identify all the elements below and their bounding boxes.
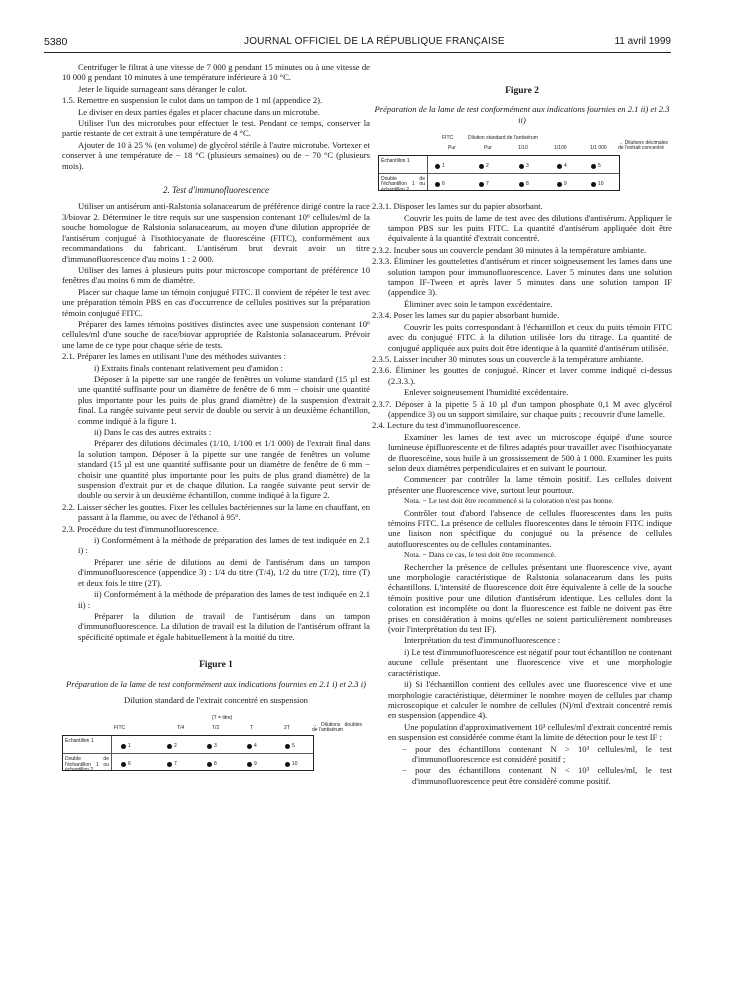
figure-1-slide	[62, 713, 370, 771]
paragraph: Placer sur chaque lame un témoin conjugué FITC. Il convient de répéter le test avec une préparation témoin PBS en cas d'occurrence de cellules positives sur la préparation témoin conjugué FITC.	[62, 286, 370, 318]
slide-row	[379, 173, 619, 191]
well	[479, 161, 489, 172]
well	[519, 179, 529, 190]
section-2-4: 2.4. Lecture du test d'immunofluorescence.	[372, 420, 521, 431]
dilution-note: → Dilutions doubles de l'antisérum	[312, 722, 362, 734]
slide-outline	[378, 155, 620, 191]
well-dot	[479, 164, 484, 169]
row-label: Échantillon 1	[65, 738, 94, 745]
slide-outline	[62, 735, 314, 771]
well-number: 7	[174, 761, 177, 768]
well-dot	[207, 762, 212, 767]
well	[285, 741, 295, 752]
well	[207, 759, 217, 770]
well-dot	[247, 762, 252, 767]
column-head: FITC	[114, 725, 126, 732]
paragraph: Jeter le liquide surnageant sans déranger le culot.	[78, 83, 247, 94]
paragraph: Centrifuger le filtrat à une vitesse de 7 000 g pendant 15 minutes ou à une vitesse de 10 000 g pendant 10 minutes à une température inférieure à 10 °C.	[62, 62, 370, 83]
paragraph: Ajouter de 10 à 25 % (en volume) de glycérol stérile à l'autre microtube. Vortexer et conserver à une température de − 18 °C (plusieurs semaines) ou de − 70 °C (plusieurs mois).	[62, 139, 370, 171]
paragraph: Préparer la dilution de travail de l'antisérum dans un tampon d'immunofluorescence. La dilution de travail est la dilution de l'antisérum offrant la spécificité optimale et égale habituellement à la moitié du titre.	[78, 610, 370, 642]
note: Nota. − Dans ce cas, le test doit être recommencé.	[404, 550, 556, 560]
well-dot	[557, 182, 562, 187]
well-dot	[121, 762, 126, 767]
well-dot	[285, 762, 290, 767]
column-head: Dilution standard de l'antisérum	[468, 135, 538, 142]
paragraph: Examiner les lames de test avec un microscope équipé d'une source lumineuse épifluorescente et de filtres adaptés pour travailler avec l'isothiocyanate de fluorescéine, sous huile à un grossissement de 500 à 1 000. Examiner les puits selon deux diamètres perpendiculaires et en suivant le pourtour.	[388, 431, 672, 473]
section-2-3-3: 2.3.3. Éliminer les gouttelettes d'antisérum et rincer soigneusement les lames dans une solution tampon pour immunofluorescence. Laver 5 minutes dans une solution tampon IF-Tween et après laver 5 minutes dans une solution tampon IF (appendice 3).	[372, 256, 672, 298]
figure-1-caption: Préparation de la lame de test conformément aux indications fournies en 2.1 i) et 2.3 i)	[65, 678, 366, 689]
well-number: 3	[214, 743, 217, 750]
slide-row	[379, 156, 619, 173]
column-head: FITC	[442, 135, 454, 142]
well	[479, 179, 489, 190]
well	[591, 161, 601, 172]
paragraph: Couvrir les puits de lame de test avec des dilutions d'antisérum. Appliquer le tampon PBS sur les puits FITC. La quantité d'antisérum appliquée doit être équivalente à la quantité d'extrait concentré.	[388, 212, 672, 244]
well-number: 9	[564, 181, 567, 188]
well-dot	[479, 182, 484, 187]
well-number: 1	[442, 163, 445, 170]
titre-note: (T = titre)	[212, 715, 233, 722]
well	[435, 161, 445, 172]
paragraph: Utiliser des lames à plusieurs puits pour microscope comportant de préférence 10 fenêtres d'au moins 6 mm de diamètre.	[62, 264, 370, 286]
well-dot	[121, 744, 126, 749]
well	[591, 179, 604, 190]
well	[557, 161, 567, 172]
well-number: 7	[486, 181, 489, 188]
well-number: 8	[526, 181, 529, 188]
well-number: 2	[486, 163, 489, 170]
well-number: 5	[292, 743, 295, 750]
well	[167, 759, 177, 770]
paragraph: Une population d'approximativement 10³ cellules/ml d'extrait concentré remis en suspension est considérée comme étant la limite de détection pour le test IF :	[388, 721, 672, 743]
well	[557, 179, 567, 190]
column-head: T/2	[212, 725, 220, 732]
paragraph: Préparer des lames témoins positives distinctes avec une suspension contenant 10⁶ cellules/ml d'une souche de race/biovar appropriée de Ralstonia solanacearum. Prévoir une lame de ce type pour chaque série de tests.	[62, 318, 370, 350]
right-column	[372, 62, 672, 787]
well-dot	[167, 762, 172, 767]
list-item: − pour des échantillons contenant N < 10³ cellules/ml, le test d'immunofluorescence peut être considéré comme positif.	[402, 765, 672, 786]
paragraph: ii) Si l'échantillon contient des cellules avec une fluorescence vive et une morphologie caractéristique, déterminer le nombre moyen de cellules par champ microscopique et calculer le nombre de cellules (N)/ml d'extrait concentré remis en suspension (appendice 4).	[388, 679, 672, 721]
paragraph: Préparer des dilutions décimales (1/10, 1/100 et 1/1 000) de l'extrait final dans la solution tampon. Déposer à la pipette sur une rangée de fenêtres un volume standard (15 µl est une quantité suffisante pour un diamètre de fenêtre de 6 mm − choisir une quantité plus importante pour les puits de plus grand diamètre) de la suspension d'extrait pur et de chaque dilution. La rangée suivante peut servir de double ou servir à un deuxième échantillon, comme indiqué à la figure 2.	[78, 438, 370, 501]
slide-row	[63, 753, 313, 771]
figure-2-caption: Préparation de la lame de test conformément aux indications fournies en 2.1 ii) et 2.3 ii)	[374, 104, 670, 125]
section-2-3-5: 2.3.5. Laisser incuber 30 minutes sous un couvercle à la température ambiante.	[372, 353, 644, 364]
figure-1-subcaption: Dilution standard de l'extrait concentré en suspension	[124, 694, 308, 705]
note: Nota. − Le test doit être recommencé si la coloration n'est pas bonne.	[404, 496, 614, 506]
well-number: 10	[598, 181, 604, 188]
well-dot	[519, 164, 524, 169]
well-dot	[207, 744, 212, 749]
section-1-5: 1.5. Remettre en suspension le culot dans un tampon de 1 ml (appendice 2).	[62, 95, 323, 106]
row-label: Échantillon 1	[381, 158, 410, 165]
well-dot	[557, 164, 562, 169]
well	[207, 741, 217, 752]
interpretation-title: Interprétation du test d'immunofluorescence :	[404, 635, 561, 646]
well-dot	[591, 182, 596, 187]
column-head: T	[250, 725, 254, 732]
section-2-3-1: 2.3.1. Disposer les lames sur du papier absorbant.	[372, 201, 543, 212]
dilution-note: → Dilutions décimales de l'extrait concentré	[618, 140, 668, 152]
sub-item: i) Conformément à la méthode de préparation des lames de test indiquée en 2.1 i) :	[78, 535, 370, 556]
well-number: 9	[254, 761, 257, 768]
figure-2-title: Figure 2	[505, 86, 539, 96]
paragraph: Déposer à la pipette sur une rangée de fenêtres un volume standard (15 µl est une quantité suffisante pour un diamètre de fenêtre de 6 mm − choisir une quantité plus importante pour les puits de plus grand diamètre) de la suspension d'extrait final. La rangée suivante peut servir de double ou servir à un deuxième échantillon, comme indiqué à la figure 1.	[78, 373, 370, 426]
column-head: 1/10	[518, 145, 528, 152]
section-2-3-4: 2.3.4. Poser les lames sur du papier absorbant humide.	[372, 310, 560, 321]
well	[121, 759, 131, 770]
well-number: 4	[254, 743, 257, 750]
paragraph: Éliminer avec soin le tampon excédentaire.	[404, 298, 553, 309]
well-number: 6	[442, 181, 445, 188]
slide-row	[63, 736, 313, 753]
header-rule	[44, 52, 671, 53]
row-label: Double de l'échantillon 1 ou échantillon 2	[65, 756, 109, 773]
well	[121, 741, 131, 752]
figure-2-slide	[378, 133, 672, 191]
paragraph: Rechercher la présence de cellules présentant une fluorescence vive, ayant une morphologie caractéristique de Ralstonia solanacearum dans les puits échantillons. L'intensité de fluorescence doit être équivalente à celle de la souche témoin positive pour une dilution d'antisérum identique. Les cellules dont la coloration est incomplète ou dont la fluorescence est faible ne doivent pas être prises en considération à moins qu'elles ne soient particulièrement nombreuses (voir l'interprétation du test IF).	[388, 561, 672, 635]
well-number: 5	[598, 163, 601, 170]
well	[247, 759, 257, 770]
section-2-3-6: 2.3.6. Éliminer les gouttes de conjugué. Rincer et laver comme indiqué ci-dessus (2.3.3.).	[372, 365, 672, 386]
section-2-3-7: 2.3.7. Déposer à la pipette 5 à 10 µl d'un tampon phosphate 0,1 M avec glycérol (appendice 3) ou un support similaire, sur chaque puits ; recouvrir d'une lamelle.	[372, 398, 672, 419]
well	[285, 759, 298, 770]
well-number: 10	[292, 761, 298, 768]
well-dot	[247, 744, 252, 749]
paragraph: Utiliser un antisérum anti-Ralstonia solanacearum de préférence dirigé contre la race 3/biovar 2. Déterminer le titre requis sur une suspension contenant 10⁶ cellules/ml de la souche homologue de Ralstonia solanacearum, au moyen d'une dilution appropriée de l'antisérum conjugué à l'isothiocyanate de fluorescéine (FITC), conformément aux recommandations du fabricant. L'antisérum brut devrait avoir un titre d'immunofluorescence d'au moins 1 : 2 000.	[62, 201, 370, 264]
section-2-2: 2.2. Laisser sécher les gouttes. Fixer les cellules bactériennes sur la lame en chauffant, en passant à la flamme, ou avec de l'éthanol à 95°.	[62, 501, 370, 523]
left-column	[62, 62, 370, 771]
well-number: 4	[564, 163, 567, 170]
well-dot	[167, 744, 172, 749]
column-head: 1/100	[554, 145, 567, 152]
section-2-3-2: 2.3.2. Incuber sous un couvercle pendant 30 minutes à la température ambiante.	[372, 244, 647, 255]
section-2-1: 2.1. Préparer les lames en utilisant l'une des méthodes suivantes :	[62, 351, 286, 362]
figure-1-title: Figure 1	[199, 660, 233, 671]
issue-date: 11 avril 1999	[614, 36, 671, 47]
paragraph: Couvrir les puits correspondant à l'échantillon et ceux du puits témoin FITC avec du conjugué FITC à la dilution utilisée lors du titrage. La quantité de conjugué appliquée aux puits doit être identique à la quantité d'antisérum utilisée.	[388, 321, 672, 353]
paragraph: Préparer une série de dilutions au demi de l'antisérum dans un tampon d'immunofluorescence (appendice 3) : 1/4 du titre (T/4), 1/2 du titre (T/2), titre (T) et deux fois le titre (2T).	[78, 556, 370, 588]
section-2-3: 2.3. Procédure du test d'immunofluorescence.	[62, 523, 219, 534]
well	[519, 161, 529, 172]
sub-item: ii) Dans le cas des autres extraits :	[94, 427, 212, 437]
paragraph: i) Le test d'immunofluorescence est négatif pour tout échantillon ne contenant aucune cellule présentant une fluorescence vive et une morphologie caractéristique.	[388, 646, 672, 678]
well	[247, 741, 257, 752]
column-head: Pur	[484, 145, 492, 152]
sub-item: ii) Conformément à la méthode de préparation des lames de test indiquée en 2.1 ii) :	[78, 589, 370, 610]
page-header	[44, 36, 671, 52]
column-head: Pur	[448, 145, 456, 152]
column-head: T/4	[177, 725, 185, 732]
well-dot	[519, 182, 524, 187]
journal-title: JOURNAL OFFICIEL DE LA RÉPUBLIQUE FRANÇAISE	[244, 36, 505, 47]
well-number: 8	[214, 761, 217, 768]
well-dot	[591, 164, 596, 169]
well-dot	[435, 182, 440, 187]
list-item: − pour des échantillons contenant N > 10³ cellules/ml, le test d'immunofluorescence est considéré positif ;	[402, 743, 672, 764]
well-number: 6	[128, 761, 131, 768]
column-head: 1/1 000	[590, 145, 607, 152]
paragraph: Utiliser l'un des microtubes pour effectuer le test. Pendant ce temps, conserver la partie restante de cet extrait à une température de 4 °C.	[62, 118, 370, 139]
well	[435, 179, 445, 190]
well-number: 2	[174, 743, 177, 750]
paragraph: Commencer par contrôler la lame témoin positif. Les cellules doivent présenter une fluorescence vive, surtout leur pourtour.	[388, 474, 672, 495]
well-number: 3	[526, 163, 529, 170]
well-dot	[435, 164, 440, 169]
column-head: 2T	[284, 725, 290, 732]
row-label: Double de l'échantillon 1 ou échantillon 2	[381, 176, 425, 193]
section-title: 2. Test d'immunofluorescence	[163, 185, 269, 196]
sub-item: i) Extraits finals contenant relativement peu d'amidon :	[94, 362, 283, 373]
paragraph: Contrôler tout d'abord l'absence de cellules fluorescentes dans les puits témoins FITC. La présence de cellules fluorescentes dans le témoin FITC indique une liaison non spécifique du conjugué ou la présence de cellules autofluorescentes ou de cellules contaminantes.	[388, 507, 672, 549]
page-number: 5380	[44, 36, 68, 48]
well	[167, 741, 177, 752]
well-number: 1	[128, 743, 131, 750]
paragraph: Le diviser en deux parties égales et placer chacune dans un microtube.	[78, 106, 320, 117]
well-dot	[285, 744, 290, 749]
paragraph: Enlever soigneusement l'humidité excédentaire.	[404, 387, 569, 398]
